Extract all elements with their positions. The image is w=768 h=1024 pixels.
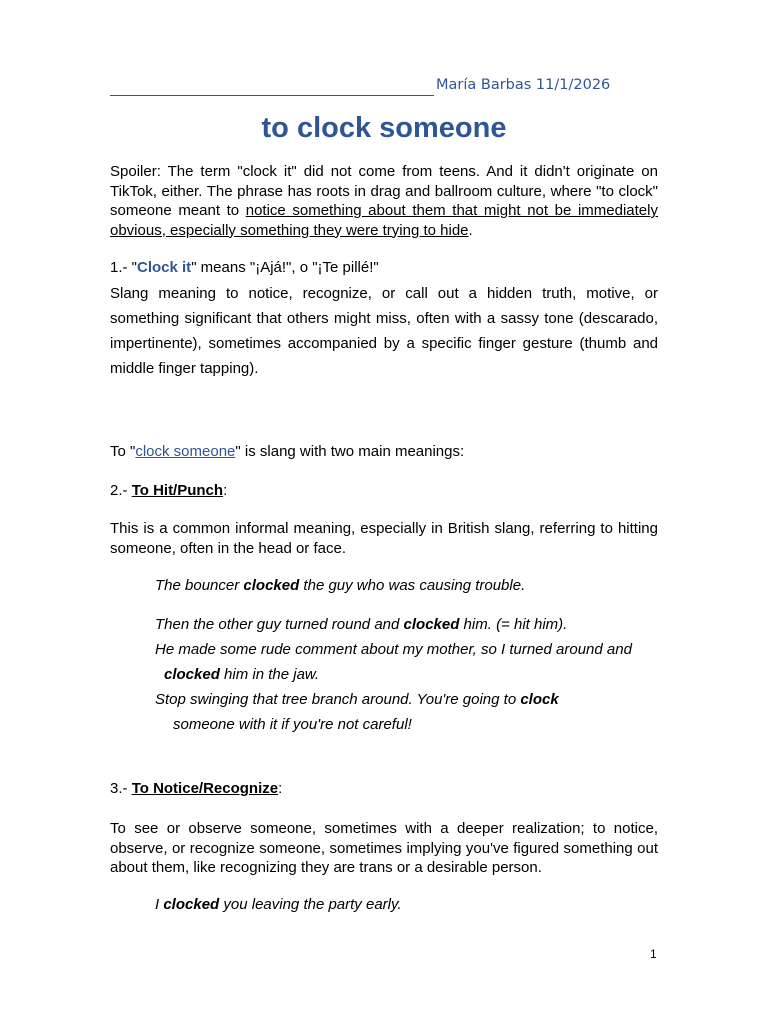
page-number: 1	[650, 947, 657, 961]
section3-number: 3.-	[110, 780, 132, 797]
section1-suffix: " means "¡Ajá!", o "¡Te pillé!"	[191, 259, 379, 276]
section3-description: To see or observe someone, sometimes with a deeper realization; to notice, observe, or recognize someone, sometimes implying you've figured something out about them, like recognizing they are trans or a desirable person.	[110, 820, 658, 876]
signature-line	[110, 95, 434, 96]
section1-prefix: 1.- "	[110, 259, 137, 276]
example-text: Stop swinging that tree branch around. You're going to	[155, 691, 521, 708]
example-text: I	[155, 896, 164, 913]
section2-heading	[110, 482, 227, 499]
example-text: him. (= hit him).	[459, 616, 568, 633]
example-keyword: clocked	[243, 577, 300, 594]
example-sentence-line1	[155, 691, 559, 708]
example-sentence-line2	[164, 666, 319, 683]
section2-number: 2.-	[110, 482, 132, 499]
section1-heading	[110, 259, 379, 276]
example-text: you leaving the party early.	[219, 896, 402, 913]
section1-definition: Slang meaning to notice, recognize, or call out a hidden truth, motive, or something significant that others might miss, often with a sassy tone (descarado, impertinente), sometimes accompanied by a specific finger gesture (thumb and middle finger tapping).	[110, 285, 658, 377]
meanings-prefix: To "	[110, 443, 136, 460]
clock-someone-link[interactable]: clock someone	[135, 443, 236, 460]
section3-colon: :	[278, 780, 283, 797]
example-keyword: clocked	[163, 896, 220, 913]
example-keyword: clocked	[164, 666, 220, 683]
section2-description: This is a common informal meaning, especially in British slang, referring to hitting someone, often in the head or face.	[110, 520, 658, 557]
section3-heading	[110, 780, 282, 797]
example-text: The bouncer	[155, 577, 244, 594]
page-title: to clock someone	[261, 112, 507, 144]
meanings-suffix: " is slang with two main meanings:	[235, 443, 465, 460]
meanings-intro	[110, 443, 464, 460]
section2-title: To Hit/Punch	[131, 482, 224, 499]
section2-colon: :	[223, 482, 228, 499]
intro-underlined: notice something about them that might not be immediately obvious, especially something they were trying to hide	[110, 202, 658, 239]
example-text: the guy who was causing trouble.	[299, 577, 526, 594]
intro-text: Spoiler: The term "clock it" did not come from teens. And it didn't originate on TikTok, either. The phrase has roots in drag and ballroom culture, where "to clock" someone meant to	[110, 163, 658, 219]
author-date: María Barbas 11/1/2026	[436, 77, 611, 93]
example-sentence-line1: He made some rude comment about my mother, so I turned around and	[155, 641, 632, 658]
example-sentence	[155, 896, 402, 913]
example-text: Then the other guy turned round and	[155, 616, 404, 633]
example-sentence-line2: someone with it if you're not careful!	[173, 716, 412, 733]
example-keyword: clock	[520, 691, 559, 708]
example-sentence	[155, 616, 567, 633]
example-keyword: clocked	[403, 616, 460, 633]
section1-term: Clock it	[137, 259, 192, 276]
intro-paragraph	[110, 162, 658, 240]
intro-end: .	[468, 221, 473, 239]
example-sentence	[155, 577, 525, 594]
section3-title: To Notice/Recognize	[131, 780, 279, 797]
example-text: him in the jaw.	[219, 666, 320, 683]
